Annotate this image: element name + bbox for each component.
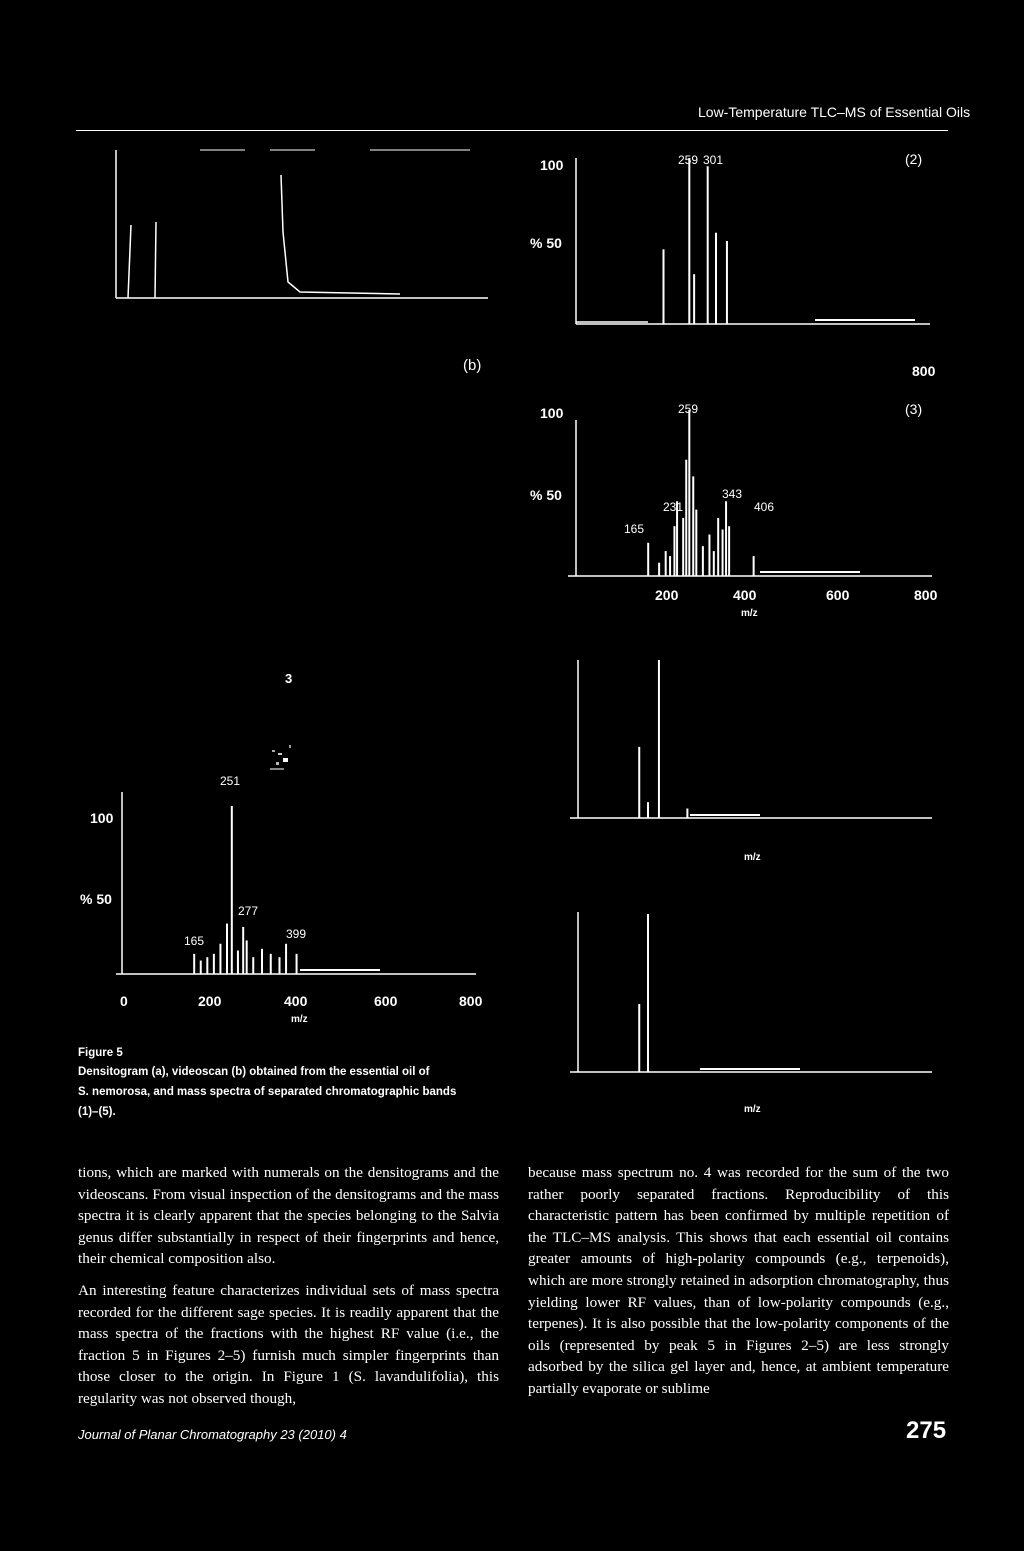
spectrum-3-xtick: 200	[655, 587, 679, 603]
spectrum-3-peak-label: 343	[722, 487, 743, 501]
spectrum-2	[530, 151, 936, 379]
spectrum-1-xtick: 200	[198, 993, 222, 1009]
spectrum-3	[530, 401, 938, 619]
spectrum-2-ytick-100: 100	[540, 157, 564, 173]
spectrum-3-peak-label: 406	[754, 500, 775, 514]
spectrum-1-ytick-100: 100	[90, 810, 114, 826]
spectrum-1-ytick-50: % 50	[80, 891, 112, 907]
spectrum-4-xlabel: m/z	[744, 852, 761, 863]
figure-label: Figure 5	[78, 1047, 123, 1059]
caption-line: (1)–(5).	[78, 1106, 116, 1118]
densitogram-panel	[116, 150, 488, 298]
spectrum-4	[570, 660, 932, 863]
videoscan-spot	[270, 745, 291, 770]
spectrum-1-xtick: 400	[284, 993, 308, 1009]
spectrum-3-ytick-50: % 50	[530, 487, 562, 503]
spectrum-2-peak-label: 301	[703, 153, 724, 167]
spectrum-1-peak-label: 277	[238, 904, 259, 918]
caption-line: S. nemorosa, and mass spectra of separated chromatographic bands	[78, 1086, 457, 1098]
spectrum-2-ytick-50: % 50	[530, 235, 562, 251]
densitogram-trace	[281, 175, 400, 294]
spectrum-5	[570, 912, 932, 1115]
footer-journal: Journal of Planar Chromatography 23 (2010) 4	[78, 1427, 347, 1442]
running-head: Low-Temperature TLC–MS of Essential Oils	[698, 104, 971, 120]
spectrum-1	[80, 774, 483, 1025]
spectrum-1-bars	[194, 806, 296, 974]
densitogram-trace	[155, 222, 156, 298]
body-column-right	[528, 1162, 949, 1400]
caption-line: Densitogram (a), videoscan (b) obtained from the essential oil of	[78, 1066, 430, 1078]
spectrum-3-peak-label: 165	[624, 522, 645, 536]
spectrum-3-xtick: 400	[733, 587, 757, 603]
spectrum-3-panel-label: (3)	[905, 401, 923, 417]
spectrum-2-panel-label: (2)	[905, 151, 923, 167]
panel-b-label: (b)	[463, 357, 482, 374]
paragraph: tions, which are marked with numerals on the densitograms and the videoscans. From visual inspection of the densitograms and the mass spectra it is clearly apparent that the species belonging to the Salvia genus differ substantially in respect of their fingerprints and hence, their chemical composition also.	[78, 1164, 499, 1268]
spectrum-4-bars	[639, 660, 687, 818]
spectrum-3-xtick: 800	[914, 587, 938, 603]
spectrum-2-xtick: 800	[912, 363, 936, 379]
figure-caption	[78, 1062, 518, 1122]
spectrum-3-ytick-100: 100	[540, 405, 564, 421]
page-number: 275	[906, 1417, 947, 1444]
spectrum-2-peak-label: 259	[678, 153, 699, 167]
spectrum-1-xtick: 0	[120, 993, 128, 1009]
spectrum-1-xlabel: m/z	[291, 1014, 308, 1025]
spectrum-3-peak-label: 231	[663, 500, 684, 514]
spectrum-3-xtick: 600	[826, 587, 850, 603]
spectrum-1-peak-label: 165	[184, 934, 205, 948]
paragraph: because mass spectrum no. 4 was recorded for the sum of the two rather poorly separated fractions. Reproducibility of this characteristic pattern has been confirmed by multiple repetition of the TLC–MS analysis. This shows that each essential oil contains greater amounts of high-polarity compounds (e.g., terpenoids), which are more strongly retained in adsorption chromatography, thus yielding lower RF values, than of low-polarity compounds (e.g., terpenes). It is also possible that the low-polarity components of the oils (represented by peak 5 in Figures 2–5) are less strongly adsorbed by the silica gel layer and, hence, at ambient temperature partially evaporate or sublime	[528, 1164, 949, 1397]
spectrum-1-peak-label: 251	[220, 774, 241, 788]
spectrum-1-xtick: 600	[374, 993, 398, 1009]
spectrum-5-xlabel: m/z	[744, 1104, 761, 1115]
spectrum-3-xlabel: m/z	[741, 608, 758, 619]
spectrum-1-xtick: 800	[459, 993, 483, 1009]
spectrum-3-peak-label: 259	[678, 402, 699, 416]
spectrum-5-bars	[639, 914, 648, 1072]
densitogram-trace	[128, 225, 131, 298]
spectrum-2-bars	[664, 158, 727, 324]
body-column-left	[78, 1162, 499, 1410]
spectrum-1-peak-label: 399	[286, 927, 307, 941]
paragraph: An interesting feature characterizes individual sets of mass spectra recorded for the different sage species. It is readily apparent that the mass spectra of the fractions with the highest RF value (i.e., the fraction 5 in Figures 2–5) furnish much simpler fingerprints than those closer to the origin. In Figure 1 (S. lavandulifolia), this regularity was not observed though,	[78, 1281, 499, 1407]
densitogram-peak-label: 3	[285, 671, 293, 686]
